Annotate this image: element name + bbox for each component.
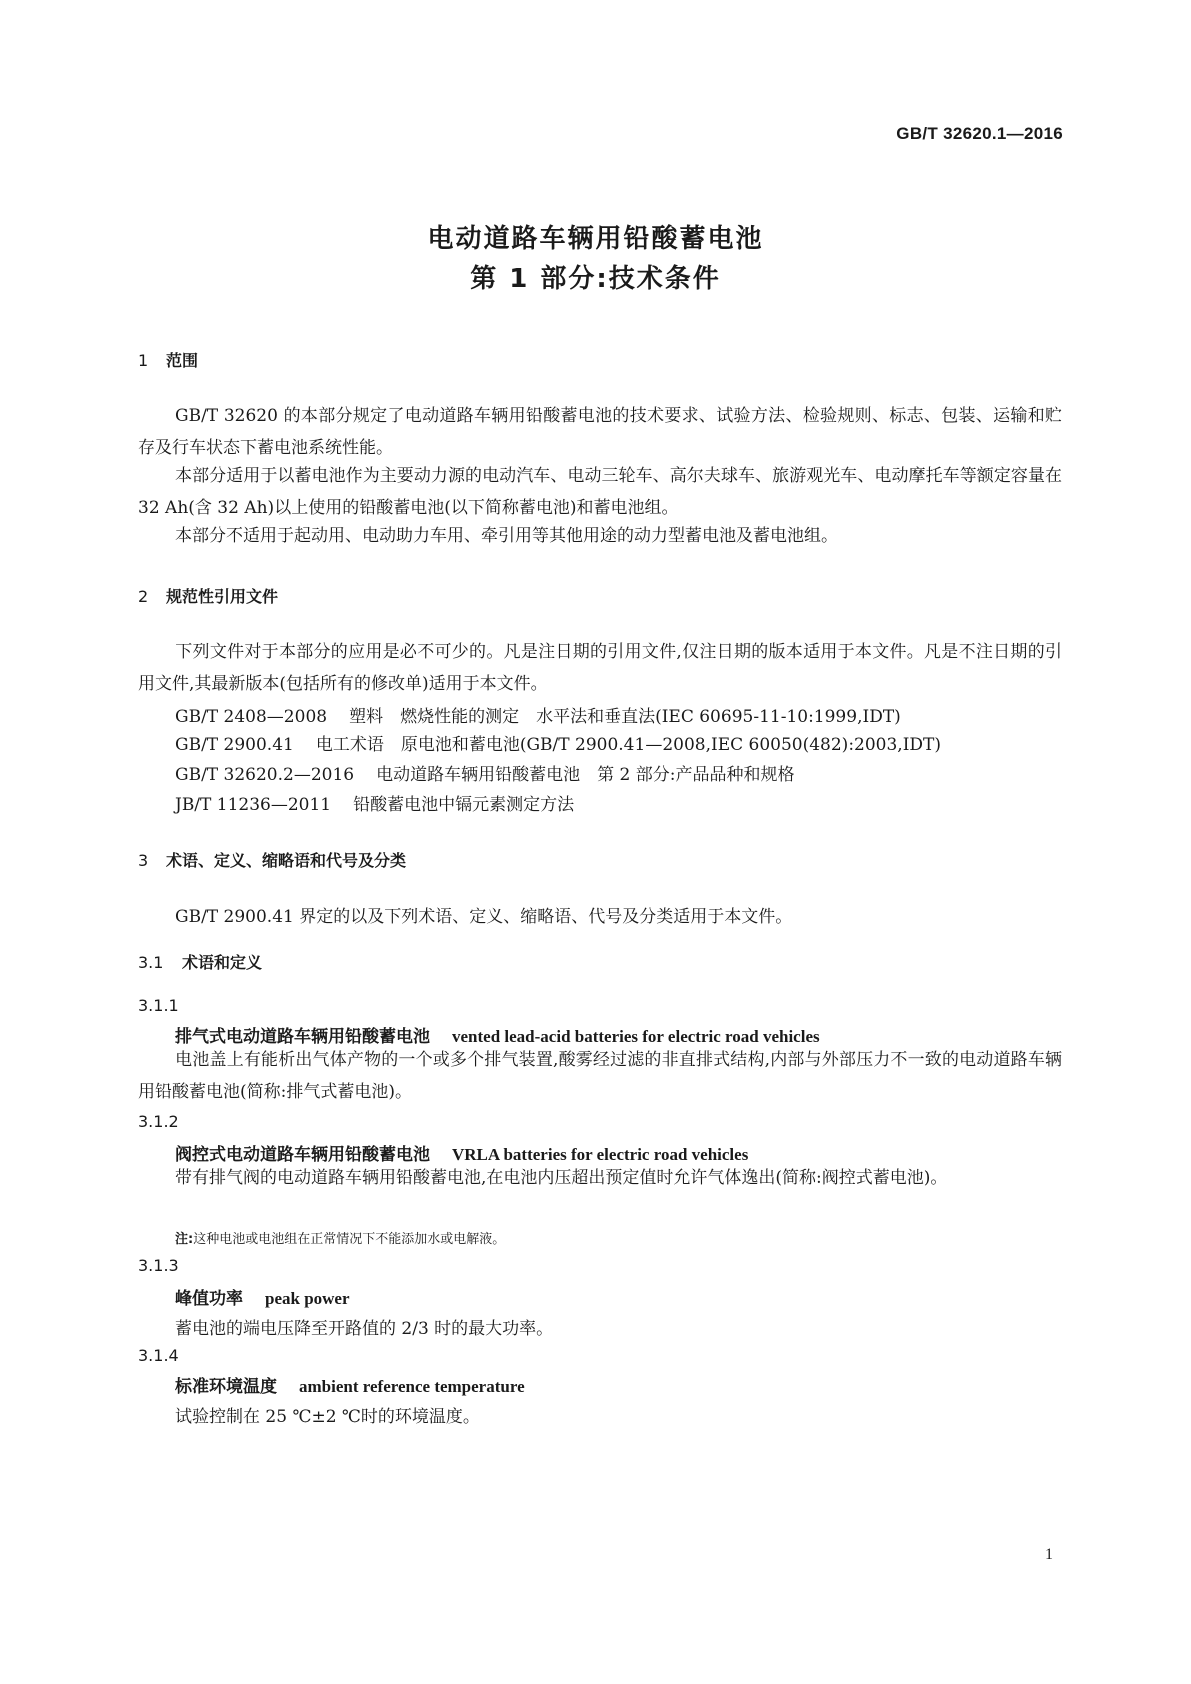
standard-number: GB/T 32620.1—2016 bbox=[896, 124, 1063, 143]
paragraph: GB/T 32620 的本部分规定了电动道路车辆用铅酸蓄电池的技术要求、试验方法、检验规则、标志、包装、运输和贮存及行车状态下蓄电池系统性能。 bbox=[138, 406, 1062, 458]
term-entry bbox=[175, 1372, 525, 1397]
reference-title: 铅酸蓄电池中镉元素测定方法 bbox=[353, 795, 575, 815]
term-number: 3.1.4 bbox=[138, 1346, 179, 1365]
note-text: 这种电池或电池组在正常情况下不能添加水或电解液。 bbox=[193, 1232, 506, 1247]
paragraph: GB/T 2900.41 界定的以及下列术语、定义、缩略语、代号及分类适用于本文件。 bbox=[175, 907, 793, 927]
term-number: 3.1.3 bbox=[138, 1256, 179, 1275]
reference-title: 电工术语 原电池和蓄电池(GB/T 2900.41—2008,IEC 60050(482):2003,IDT) bbox=[315, 735, 942, 755]
term-en: ambient reference temperature bbox=[299, 1377, 525, 1396]
reference-item bbox=[175, 760, 794, 785]
term-zh: 标准环境温度 bbox=[175, 1377, 277, 1397]
term-number: 3.1.2 bbox=[138, 1112, 179, 1131]
reference-code: GB/T 32620.2—2016 bbox=[175, 765, 355, 785]
section-number: 1 bbox=[138, 351, 149, 370]
paragraph: 下列文件对于本部分的应用是必不可少的。凡是注日期的引用文件,仅注日期的版本适用于本文件。凡是不注日期的引用文件,其最新版本(包括所有的修改单)适用于本文件。 bbox=[138, 642, 1062, 694]
page-number: 1 bbox=[1045, 1546, 1053, 1563]
term-definition: 电池盖上有能析出气体产物的一个或多个排气装置,酸雾经过滤的非直排式结构,内部与外部压力不一致的电动道路车辆用铅酸蓄电池(简称:排气式蓄电池)。 bbox=[138, 1050, 1062, 1102]
paragraph: 本部分适用于以蓄电池作为主要动力源的电动汽车、电动三轮车、高尔夫球车、旅游观光车、电动摩托车等额定容量在 32 Ah(含 32 Ah)以上使用的铅酸蓄电池(以下简称蓄电池)和蓄电池组。 bbox=[138, 466, 1062, 518]
section-number: 3 bbox=[138, 851, 149, 870]
term-definition: 试验控制在 25 ℃±2 ℃时的环境温度。 bbox=[175, 1407, 480, 1427]
term-definition: 蓄电池的端电压降至开路值的 2/3 时的最大功率。 bbox=[175, 1319, 554, 1339]
term-zh: 排气式电动道路车辆用铅酸蓄电池 bbox=[175, 1027, 430, 1047]
reference-code: GB/T 2408—2008 bbox=[175, 707, 328, 727]
subsection-heading bbox=[138, 950, 262, 973]
reference-item bbox=[175, 730, 941, 755]
subsection-number: 3.1 bbox=[138, 953, 164, 972]
section-title: 术语、定义、缩略语和代号及分类 bbox=[166, 851, 407, 870]
reference-item bbox=[175, 790, 574, 815]
section-title: 规范性引用文件 bbox=[166, 587, 279, 606]
term-zh: 阀控式电动道路车辆用铅酸蓄电池 bbox=[175, 1145, 430, 1165]
term-en: VRLA batteries for electric road vehicles bbox=[452, 1145, 749, 1164]
term-zh: 峰值功率 bbox=[175, 1289, 243, 1309]
section-heading-scope bbox=[138, 348, 198, 371]
reference-code: JB/T 11236—2011 bbox=[175, 795, 332, 815]
section-heading-terms bbox=[138, 848, 406, 871]
document-subtitle: 第 1 部分:技术条件 bbox=[470, 264, 721, 294]
section-number: 2 bbox=[138, 587, 149, 606]
term-en: peak power bbox=[265, 1289, 350, 1308]
reference-code: GB/T 2900.41 bbox=[175, 735, 294, 755]
section-title: 范围 bbox=[166, 351, 199, 370]
reference-item bbox=[175, 702, 901, 727]
term-en: vented lead-acid batteries for electric road vehicles bbox=[452, 1027, 820, 1046]
section-heading-references bbox=[138, 584, 278, 607]
subsection-title: 术语和定义 bbox=[182, 953, 263, 972]
term-entry bbox=[175, 1284, 350, 1309]
paragraph: 本部分不适用于起动用、电动助力车用、牵引用等其他用途的动力型蓄电池及蓄电池组。 bbox=[175, 526, 838, 546]
term-definition: 带有排气阀的电动道路车辆用铅酸蓄电池,在电池内压超出预定值时允许气体逸出(简称:阀控式蓄电池)。 bbox=[175, 1168, 948, 1188]
reference-title: 电动道路车辆用铅酸蓄电池 第 2 部分:产品品种和规格 bbox=[376, 765, 795, 785]
reference-title: 塑料 燃烧性能的测定 水平法和垂直法(IEC 60695-11-10:1999,IDT) bbox=[349, 707, 901, 727]
term-note bbox=[175, 1228, 505, 1247]
document-title: 电动道路车辆用铅酸蓄电池 bbox=[427, 224, 764, 254]
term-number: 3.1.1 bbox=[138, 996, 179, 1015]
note-label: 注: bbox=[175, 1232, 194, 1247]
